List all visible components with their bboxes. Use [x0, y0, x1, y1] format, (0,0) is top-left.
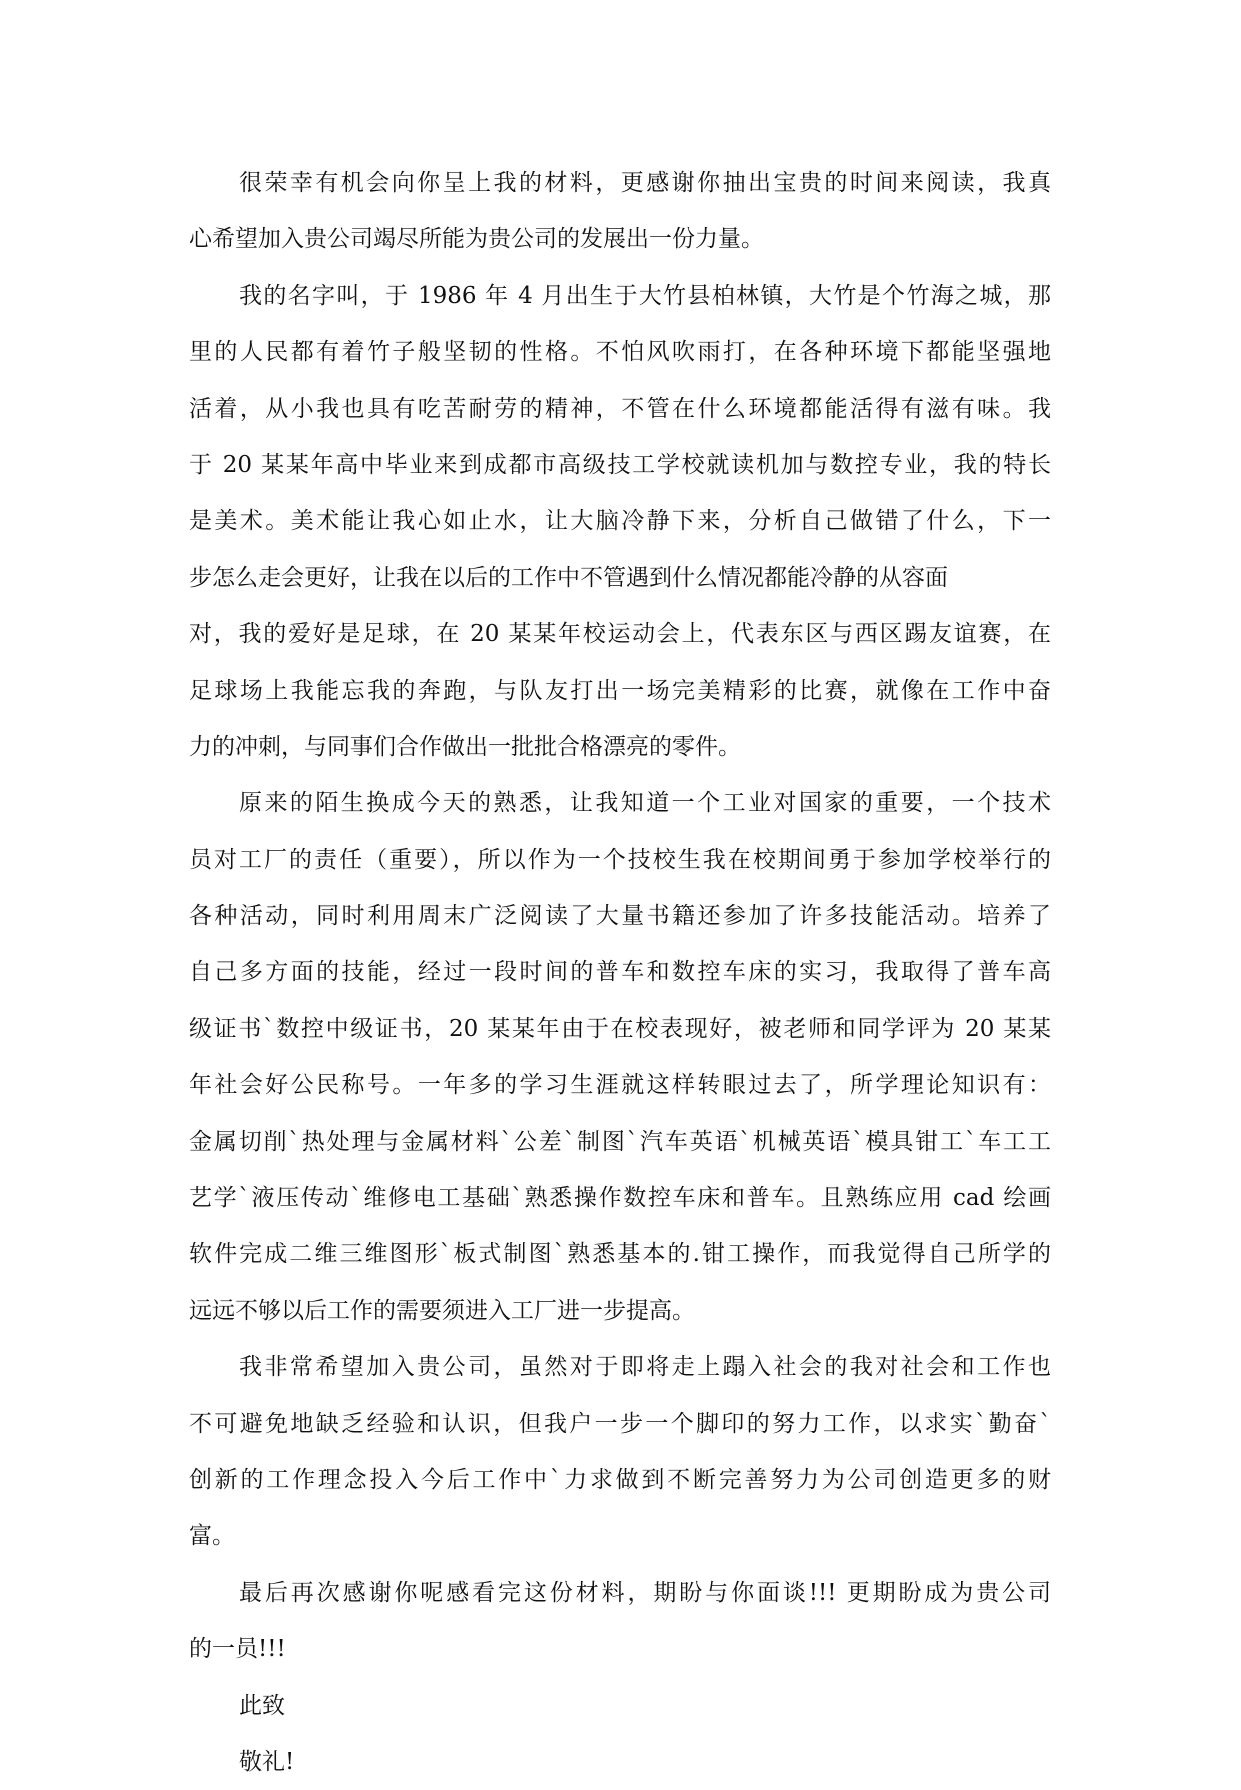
- text-line: 步怎么走会更好，让我在以后的工作中不管遇到什么情况都能冷静的从容面: [189, 564, 948, 591]
- text-line: 于 20 某某年高中毕业来到成都市高级技工学校就读机加与数控专业，我的特长: [189, 451, 1051, 478]
- text-line: 对，我的爱好是足球，在 20 某某年校运动会上，代表东区与西区踢友谊赛，在: [189, 621, 1051, 648]
- letter-body: [189, 155, 1051, 1790]
- text-line: 此致: [239, 1692, 285, 1719]
- text-line: 最后再次感谢你呢感看完这份材料，期盼与你面谈!!! 更期盼成为贵公司: [239, 1579, 1051, 1606]
- text-line: 的一员!!!: [189, 1636, 286, 1663]
- text-line: 级证书`数控中级证书，20 某某年由于在校表现好，被老师和同学评为 20 某某: [189, 1015, 1051, 1042]
- text-line: 艺学`液压传动`维修电工基础`熟悉操作数控车床和普车。且熟练应用 cad 绘画: [189, 1185, 1051, 1212]
- text-line: 软件完成二维三维图形`板式制图`熟悉基本的.钳工操作，而我觉得自己所学的: [189, 1241, 1051, 1268]
- text-line: 心希望加入贵公司竭尽所能为贵公司的发展出一份力量。: [189, 226, 764, 253]
- text-line: 我的名字叫，于 1986 年 4 月出生于大竹县柏林镇，大竹是个竹海之城，那: [239, 282, 1051, 309]
- text-line: 很荣幸有机会向你呈上我的材料，更感谢你抽出宝贵的时间来阅读，我真: [239, 170, 1051, 196]
- text-line: 敬礼!: [239, 1748, 295, 1775]
- text-line: 原来的陌生换成今天的熟悉，让我知道一个工业对国家的重要，一个技术: [239, 790, 1051, 817]
- text-line: 不可避免地缺乏经验和认识，但我户一步一个脚印的努力工作，以求实`勤奋`: [189, 1410, 1051, 1437]
- text-line: 远远不够以后工作的需要须进入工厂进一步提高。: [189, 1297, 695, 1324]
- text-line: 各种活动，同时利用周末广泛阅读了大量书籍还参加了许多技能活动。培养了: [189, 903, 1051, 930]
- text-line: 创新的工作理念投入今后工作中`力求做到不断完善努力为公司创造更多的财: [189, 1466, 1051, 1493]
- text-line: 自己多方面的技能，经过一段时间的普车和数控车床的实习，我取得了普车高: [189, 959, 1051, 986]
- text-line: 我非常希望加入贵公司，虽然对于即将走上蹋入社会的我对社会和工作也: [239, 1354, 1051, 1381]
- text-line: 员对工厂的责任（重要），所以作为一个技校生我在校期间勇于参加学校举行的: [189, 846, 1051, 873]
- text-line: 年社会好公民称号。一年多的学习生涯就这样转眼过去了，所学理论知识有：: [189, 1072, 1051, 1099]
- text-line: 富。: [189, 1523, 235, 1550]
- text-line: 力的冲刺，与同事们合作做出一批批合格漂亮的零件。: [189, 733, 741, 760]
- text-line: 足球场上我能忘我的奔跑，与队友打出一场完美精彩的比赛，就像在工作中奋: [189, 677, 1051, 704]
- text-line: 是美术。美术能让我心如止水，让大脑冷静下来，分析自己做错了什么，下一: [189, 508, 1051, 535]
- text-line: 金属切削`热处理与金属材料`公差`制图`汽车英语`机械英语`模具钳工`车工工: [189, 1128, 1051, 1155]
- text-line: 里的人民都有着竹子般坚韧的性格。不怕风吹雨打，在各种环境下都能坚强地: [189, 339, 1051, 366]
- text-line: 活着，从小我也具有吃苦耐劳的精神，不管在什么环境都能活得有滋有味。我: [189, 395, 1051, 422]
